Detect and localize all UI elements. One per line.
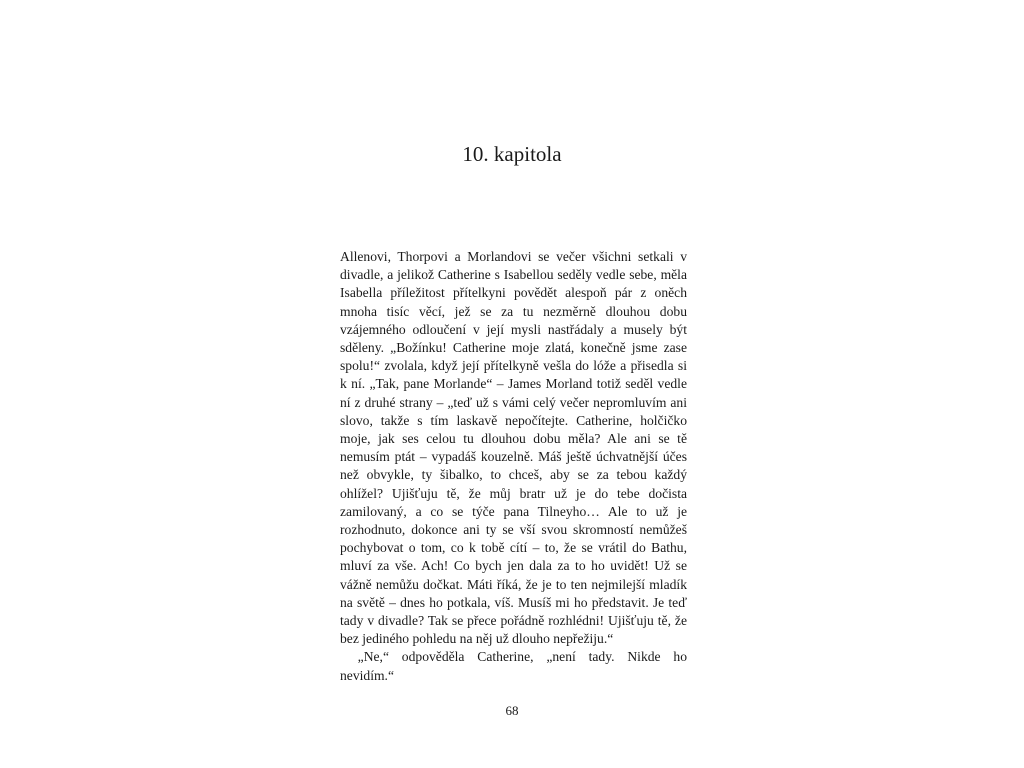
chapter-body — [340, 248, 687, 685]
page-number: 68 — [505, 703, 519, 718]
paragraph: Allenovi, Thorpovi a Morlandovi se večer všichni setkali v divadle, a jelikož Catherine s Isabellou seděly vedle sebe, měla Isabella příležitost přítelkyni povědět alespoň pár z oněch mnoha tisíc věcí, jež se za tu nezměrně dlouhou dobu vzájemného odloučení v její mysli nastřádaly a musely být sděleny. „Božínku! Catherine moje zlatá, konečně jsme zase spolu!“ zvolala, když její přítelkyně vešla do lóže a přisedla si k ní. „Tak, pane Morlande“ – James Morland totiž seděl vedle ní z druhé strany – „teď už s vámi celý večer nepromluvím ani slovo, takže s tím laskavě nepočítejte. Catherine, holčičko moje, jak ses celou tu dlouhou dobu měla? Ale ani se tě nemusím ptát – vypadáš kouzelně. Máš ještě úchvatnější účes než obvykle, ty šibalko, to chceš, aby se za tebou každý ohlížel? Ujišťuju tě, že můj bratr už je do tebe dočista zamilovaný, a co se týče pana Tilneyho… Ale to už je rozhodnuto, dokonce ani ty se vší svou skromností nemůžeš pochybovat o tom, co k tobě cítí – to, že se vrátil do Bathu, mluví za vše. Ach! Co bych jen dala za to ho uvidět! Už se vážně nemůžu dočkat. Máti říká, že je to ten nejmilejší mladík na světě – dnes ho potkala, víš. Musíš mi ho představit. Je teď tady v divadle? Tak se přece pořádně rozhlédni! Ujišťuju tě, že bez jediného pohledu na něj už dlouho nepřežiju.“ — [340, 249, 687, 647]
paragraph: „Ne,“ odpověděla Catherine, „není tady. Nikde ho nevidím.“ — [340, 649, 687, 683]
chapter-title: 10. kapitola — [462, 142, 562, 166]
